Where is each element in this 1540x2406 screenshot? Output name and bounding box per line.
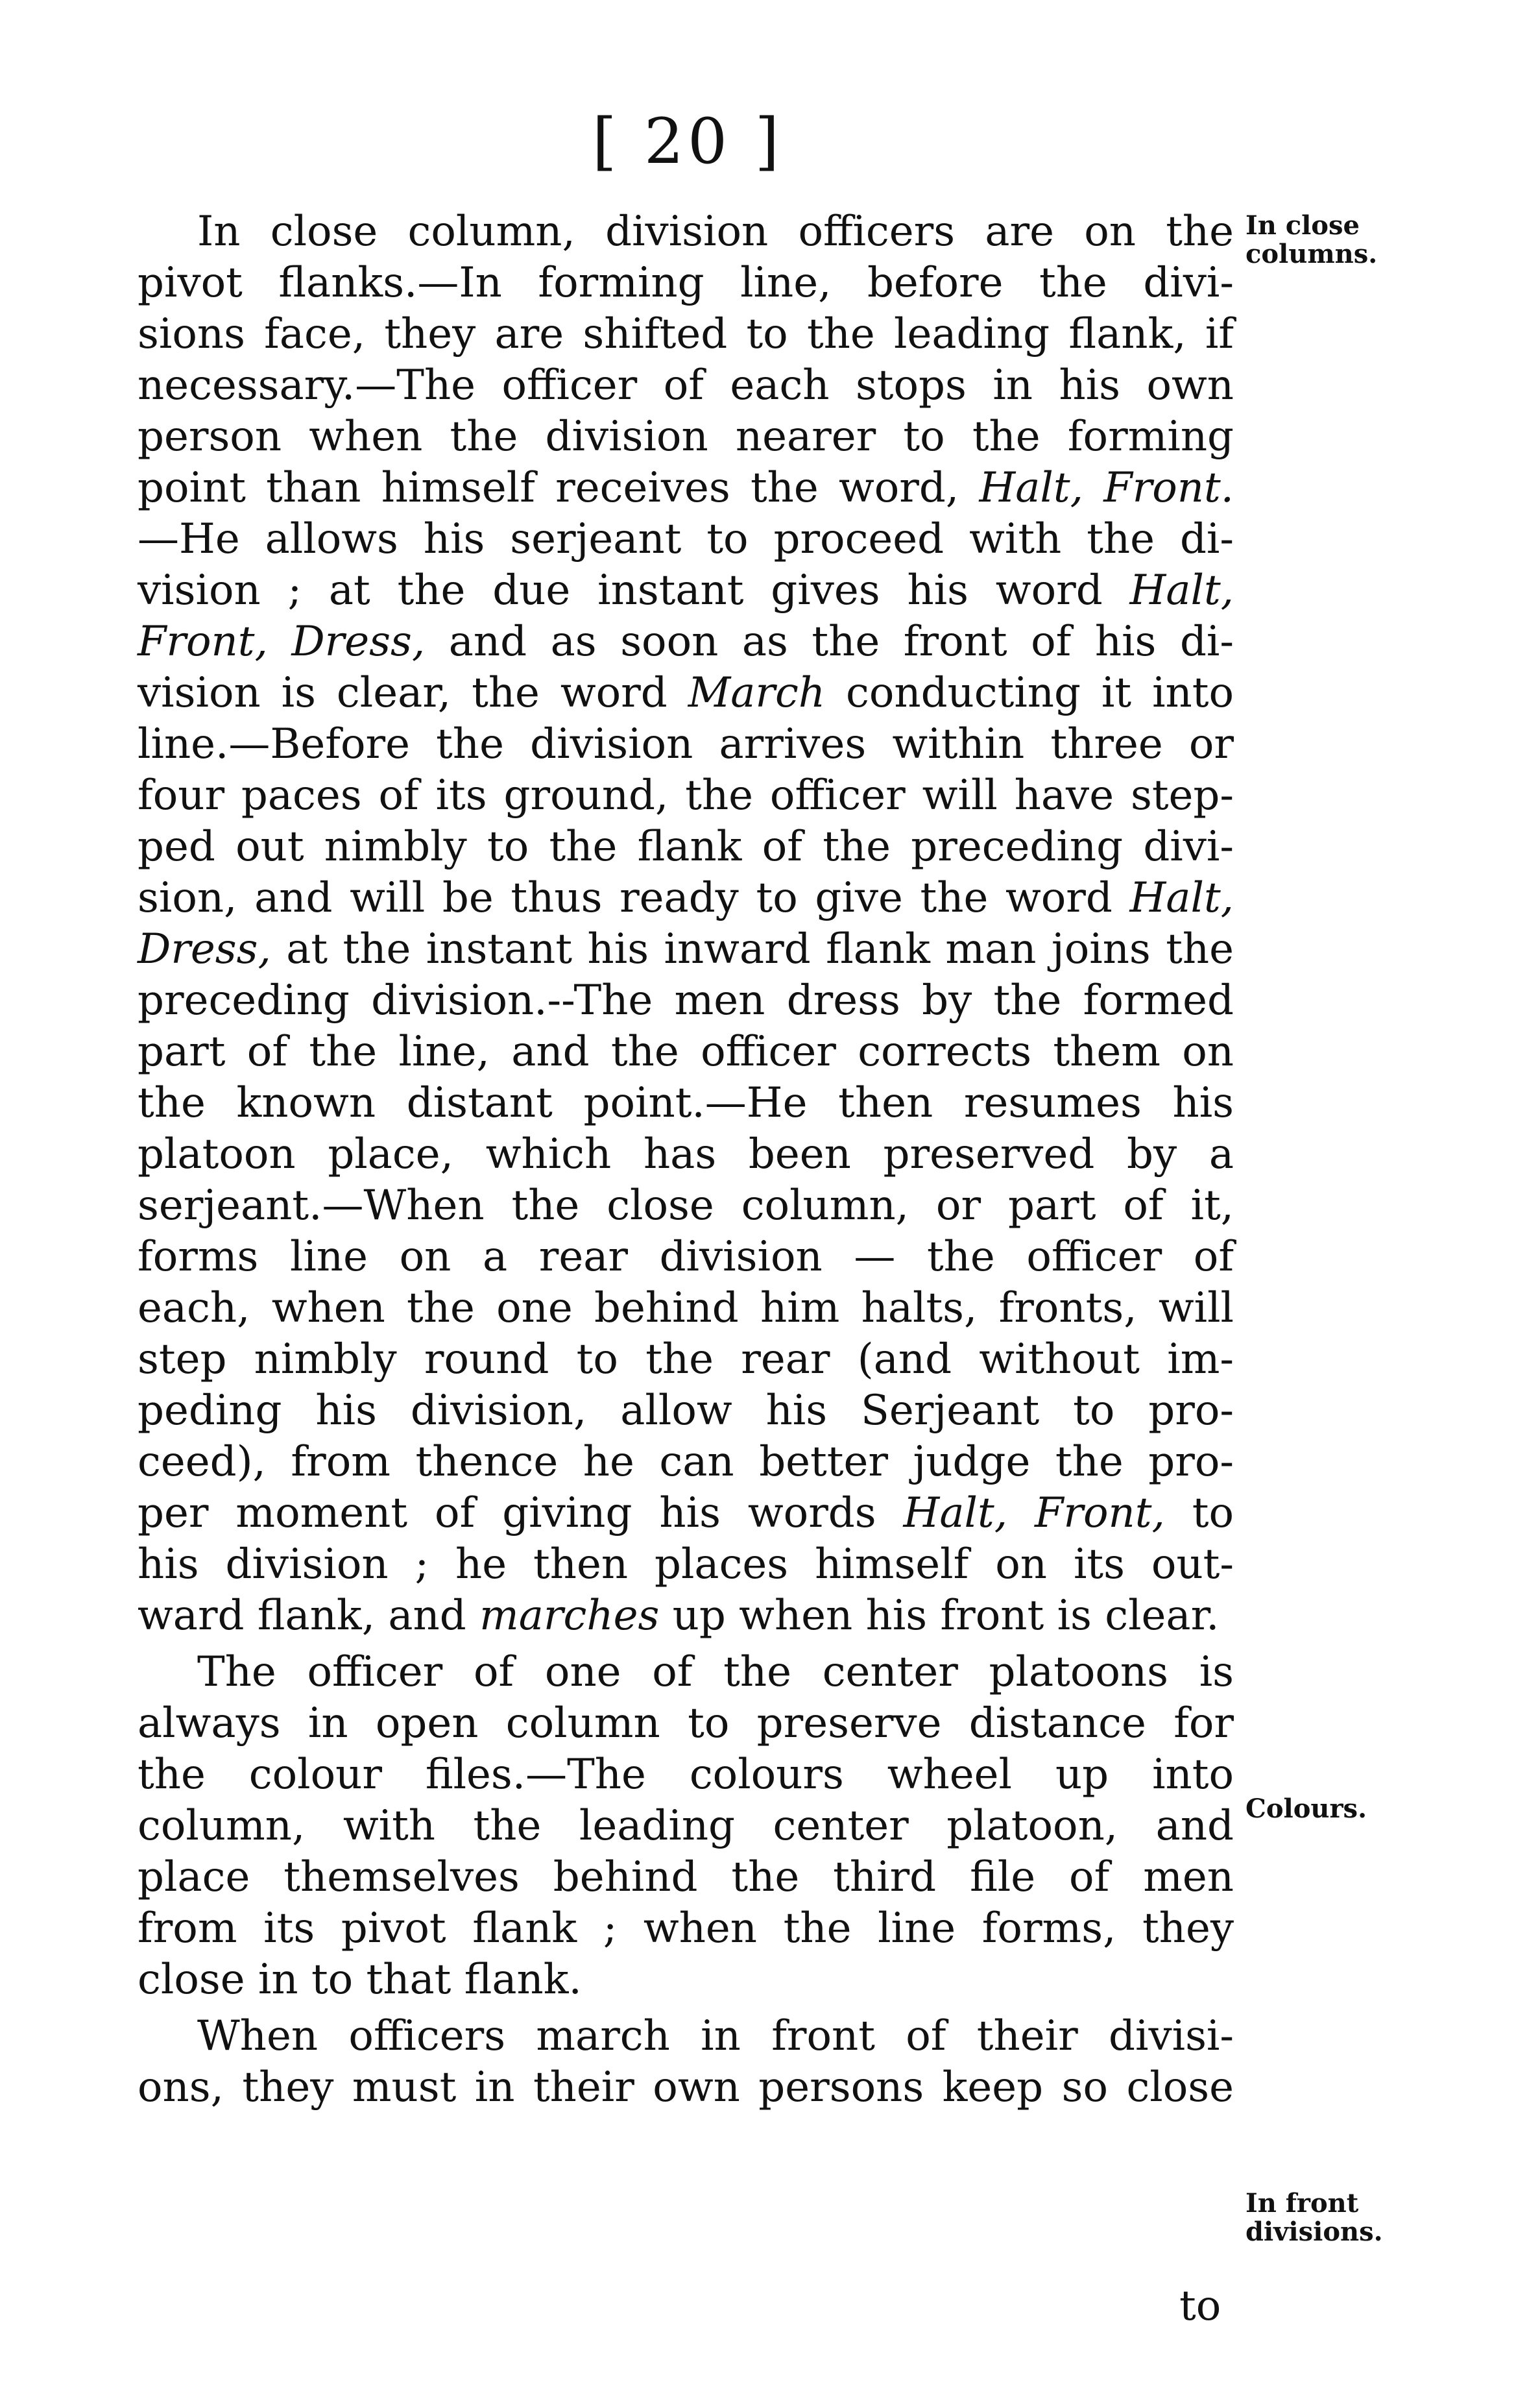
text-line: per moment of giving his words Halt, Front, to bbox=[138, 1489, 1234, 1537]
text-line: line.—Before the division arrives within three or bbox=[138, 720, 1234, 768]
italic-word: March bbox=[688, 669, 826, 717]
text-line: When officers march in front of their divisi- bbox=[197, 2012, 1234, 2060]
text-line: ped out nimbly to the flank of the preceding divi- bbox=[138, 823, 1234, 871]
margin-note-in-front-divisions bbox=[1245, 2189, 1531, 2246]
text-line: the known distant point.—He then resumes his bbox=[138, 1079, 1234, 1127]
italic-word: marches bbox=[479, 1592, 660, 1640]
text-line: ons, they must in their own persons keep so close bbox=[138, 2063, 1234, 2111]
text-line: serjeant.—When the close column, or part of it, bbox=[138, 1182, 1234, 1230]
margin-note-line: In close bbox=[1245, 210, 1360, 241]
italic-word: Dress, bbox=[138, 925, 271, 973]
margin-note-line: In front bbox=[1245, 2188, 1359, 2218]
text-line: place themselves behind the third file of men bbox=[138, 1853, 1234, 1901]
margin-note-colours bbox=[1245, 1795, 1531, 1823]
margin-note-in-close-columns bbox=[1245, 212, 1531, 269]
text-line: peding his division, allow his Serjeant to pro- bbox=[138, 1387, 1234, 1435]
text-line: column, with the leading center platoon, and bbox=[138, 1802, 1234, 1850]
text-line: from its pivot flank ; when the line forms, they bbox=[138, 1904, 1234, 1952]
text-line: The officer of one of the center platoons is bbox=[197, 1648, 1234, 1696]
text-line: his division ; he then places himself on its out- bbox=[138, 1540, 1234, 1588]
text-line: —He allows his serjeant to proceed with the di- bbox=[138, 515, 1234, 563]
margin-note-line: divisions. bbox=[1245, 2217, 1383, 2247]
text-line: necessary.—The officer of each stops in his own bbox=[138, 361, 1234, 409]
text-line: point than himself receives the word, Halt, Front. bbox=[138, 464, 1234, 512]
text-line: In close column, division officers are on the bbox=[197, 208, 1234, 256]
italic-word: Halt, Front. bbox=[979, 464, 1234, 512]
italic-word: Halt, bbox=[1129, 874, 1234, 922]
italic-word: Halt, bbox=[1129, 566, 1234, 614]
text-line: sions face, they are shifted to the leading flank, if bbox=[138, 310, 1234, 358]
body-text bbox=[138, 206, 1234, 2113]
text-line: vision is clear, the word March conducting it into bbox=[138, 669, 1234, 717]
text-line: ceed), from thence he can better judge the pro- bbox=[138, 1438, 1234, 1486]
catchword: to bbox=[1179, 2282, 1221, 2330]
text-line: preceding division.--The men dress by the formed bbox=[138, 977, 1234, 1025]
italic-word: Halt, Front, bbox=[903, 1489, 1165, 1537]
paragraph-gap bbox=[138, 2006, 1234, 2011]
text-line: platoon place, which has been preserved by a bbox=[138, 1130, 1234, 1178]
text-line: vision ; at the due instant gives his word Halt, bbox=[138, 566, 1234, 614]
paragraph bbox=[138, 206, 1234, 1642]
italic-word: Front, Dress, bbox=[138, 618, 426, 666]
text-line: the colour files.—The colours wheel up into bbox=[138, 1751, 1234, 1799]
text-line: close in to that flank. bbox=[138, 1956, 582, 2004]
text-line: Dress, at the instant his inward flank man joins the bbox=[138, 925, 1234, 973]
text-line: ward flank, and marches up when his front is clear. bbox=[138, 1592, 1220, 1640]
paragraph bbox=[138, 2011, 1234, 2113]
text-line: pivot flanks.—In forming line, before the divi- bbox=[138, 259, 1234, 307]
text-line: always in open column to preserve distance for bbox=[138, 1699, 1234, 1747]
text-line: forms line on a rear division — the officer of bbox=[138, 1233, 1234, 1281]
page-number: [ 20 ] bbox=[592, 105, 784, 178]
text-line: person when the division nearer to the forming bbox=[138, 413, 1234, 461]
paragraph bbox=[138, 1647, 1234, 2006]
margin-note-line: columns. bbox=[1245, 239, 1378, 269]
margin-note-line: Colours. bbox=[1245, 1793, 1367, 1824]
text-line: step nimbly round to the rear (and without im- bbox=[138, 1335, 1234, 1383]
paragraph-gap bbox=[138, 1642, 1234, 1647]
text-line: sion, and will be thus ready to give the word Halt, bbox=[138, 874, 1234, 922]
text-line: each, when the one behind him halts, fronts, will bbox=[138, 1284, 1234, 1332]
text-line: four paces of its ground, the officer will have step- bbox=[138, 772, 1234, 820]
text-line: part of the line, and the officer corrects them on bbox=[138, 1028, 1234, 1076]
text-line: Front, Dress, and as soon as the front of his di- bbox=[138, 618, 1234, 666]
